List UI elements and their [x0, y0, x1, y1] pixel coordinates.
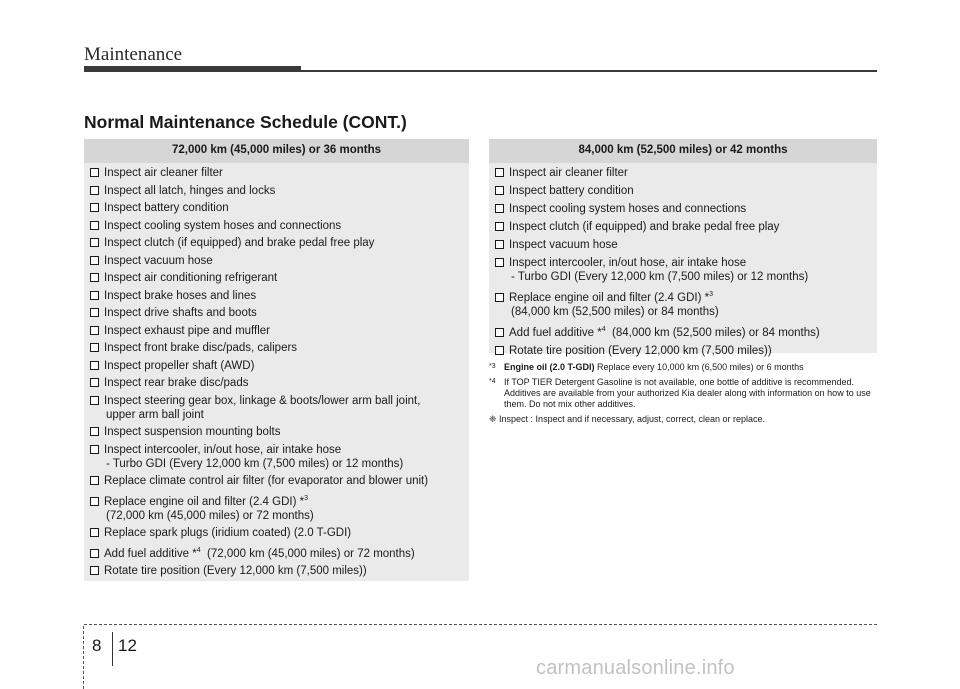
footnote-4: [489, 377, 879, 410]
checkbox-icon: [495, 186, 504, 195]
schedule-box-heading: 84,000 km (52,500 miles) or 42 months: [489, 139, 877, 163]
checkbox-icon: [495, 222, 504, 231]
footnote-3: [489, 362, 879, 373]
list-item-continued: (84,000 km (52,500 miles) or 84 months): [511, 306, 719, 318]
list-item: Inspect brake hoses and lines: [90, 289, 469, 303]
footnote-ref: 3: [709, 291, 713, 298]
checkbox-icon: [90, 308, 99, 317]
checkbox-icon: [90, 273, 99, 282]
footnote-ref: 4: [601, 326, 606, 333]
chapter-number: 8: [92, 636, 102, 655]
checkbox-icon: [90, 396, 99, 405]
list-item: Replace climate control air filter (for evaporator and blower unit): [90, 474, 469, 488]
watermark: carmanualsonline.info: [536, 657, 735, 679]
list-item: Inspect air cleaner filter: [90, 166, 469, 180]
header-rule: [301, 70, 877, 72]
checkbox-icon: [90, 186, 99, 195]
list-item: Add fuel additive *$^4$ (84,000 km (52,500 miles) or 84 months): [495, 323, 877, 340]
checkbox-icon: [90, 361, 99, 370]
list-item: Replace engine oil and filter (2.4 GDI) *$^3$: [90, 492, 469, 509]
footnote-text: If TOP TIER Detergent Gasoline is not available, one bottle of additive is recommended. Additives are available from your authorized Kia dealer along with information on how to use them. Do not mix other additives.: [504, 377, 871, 409]
checkbox-icon: [495, 346, 504, 355]
list-item: Inspect front brake disc/pads, calipers: [90, 341, 469, 355]
checkbox-icon: [90, 326, 99, 335]
page-number-divider: [112, 632, 113, 666]
checkbox-icon: [90, 566, 99, 575]
list-item: Inspect vacuum hose: [90, 254, 469, 268]
checkbox-icon: [495, 293, 504, 302]
footnotes: [489, 362, 879, 429]
checkbox-icon: [90, 168, 99, 177]
list-item: Inspect battery condition: [495, 184, 877, 198]
footnote-mark: *4: [489, 378, 496, 385]
schedule-box-72000: [84, 139, 469, 581]
footnote-mark: *3: [489, 363, 496, 370]
checkbox-icon: [90, 238, 99, 247]
list-item: Inspect intercooler, in/out hose, air intake hose: [495, 256, 877, 270]
list-item: Inspect steering gear box, linkage & boots/lower arm ball joint,: [90, 394, 469, 408]
schedule-list: [84, 163, 469, 578]
checkbox-icon: [495, 240, 504, 249]
list-item: Rotate tire position (Every 12,000 km (7,500 miles)): [495, 344, 877, 358]
page-number: 12: [118, 636, 137, 655]
inspect-note-text: ❈ Inspect : Inspect and if necessary, adjust, correct, clean or replace.: [489, 414, 766, 424]
checkbox-icon: [495, 168, 504, 177]
checkbox-icon: [495, 328, 504, 337]
list-item-continued: (72,000 km (45,000 miles) or 72 months): [106, 509, 314, 522]
checkbox-icon: [90, 528, 99, 537]
list-item: Inspect intercooler, in/out hose, air intake hose: [90, 443, 469, 457]
list-item: Add fuel additive *$^4$ (72,000 km (45,000 miles) or 72 months): [90, 544, 469, 561]
footer-rule: [84, 624, 877, 625]
inspect-note: [489, 414, 879, 425]
list-item: Inspect clutch (if equipped) and brake pedal free play: [495, 220, 877, 234]
checkbox-icon: [90, 549, 99, 558]
checkbox-icon: [90, 427, 99, 436]
checkbox-icon: [90, 221, 99, 230]
header-bar: [84, 66, 301, 72]
checkbox-icon: [90, 497, 99, 506]
checkbox-icon: [90, 291, 99, 300]
section-title: Normal Maintenance Schedule (CONT.): [84, 112, 407, 132]
list-item: Inspect air conditioning refrigerant: [90, 271, 469, 285]
list-item: Inspect rear brake disc/pads: [90, 376, 469, 390]
checkbox-icon: [90, 203, 99, 212]
list-item-continued: - Turbo GDI (Every 12,000 km (7,500 miles) or 12 months): [106, 457, 404, 470]
checkbox-icon: [90, 256, 99, 265]
list-item: Inspect clutch (if equipped) and brake pedal free play: [90, 236, 469, 250]
list-item: Inspect battery condition: [90, 201, 469, 215]
list-item: Inspect drive shafts and boots: [90, 306, 469, 320]
header-title: Maintenance: [84, 44, 183, 65]
schedule-list: [489, 163, 877, 358]
checkbox-icon: [90, 378, 99, 387]
list-item: Inspect all latch, hinges and locks: [90, 184, 469, 198]
list-item: Inspect suspension mounting bolts: [90, 425, 469, 439]
list-item: Inspect cooling system hoses and connections: [495, 202, 877, 216]
footnote-label: Engine oil (2.0 T-GDI): [504, 362, 595, 372]
footnote-ref: 4: [196, 546, 201, 554]
list-item: Replace engine oil and filter (2.4 GDI) *$^3$: [495, 288, 877, 305]
checkbox-icon: [495, 258, 504, 267]
checkbox-icon: [90, 445, 99, 454]
list-item: Inspect air cleaner filter: [495, 166, 877, 180]
checkbox-icon: [495, 204, 504, 213]
schedule-box-84000: [489, 139, 877, 357]
list-item-continued: - Turbo GDI (Every 12,000 km (7,500 miles) or 12 months): [511, 271, 809, 283]
checkbox-icon: [90, 343, 99, 352]
footer-margin-rule: [83, 626, 84, 689]
footnote-text: Replace every 10,000 km (6,500 miles) or 6 months: [597, 362, 804, 372]
list-item: Replace spark plugs (iridium coated) (2.0 T-GDI): [90, 526, 469, 540]
schedule-box-heading: 72,000 km (45,000 miles) or 36 months: [84, 139, 469, 163]
list-item: Inspect exhaust pipe and muffler: [90, 324, 469, 338]
footnote-ref: 3: [304, 494, 308, 502]
list-item: Inspect propeller shaft (AWD): [90, 359, 469, 373]
checkbox-icon: [90, 476, 99, 485]
list-item: Rotate tire position (Every 12,000 km (7,500 miles)): [90, 564, 469, 578]
list-item: Inspect cooling system hoses and connections: [90, 219, 469, 233]
list-item: Inspect vacuum hose: [495, 238, 877, 252]
list-item-continued: upper arm ball joint: [106, 408, 204, 421]
